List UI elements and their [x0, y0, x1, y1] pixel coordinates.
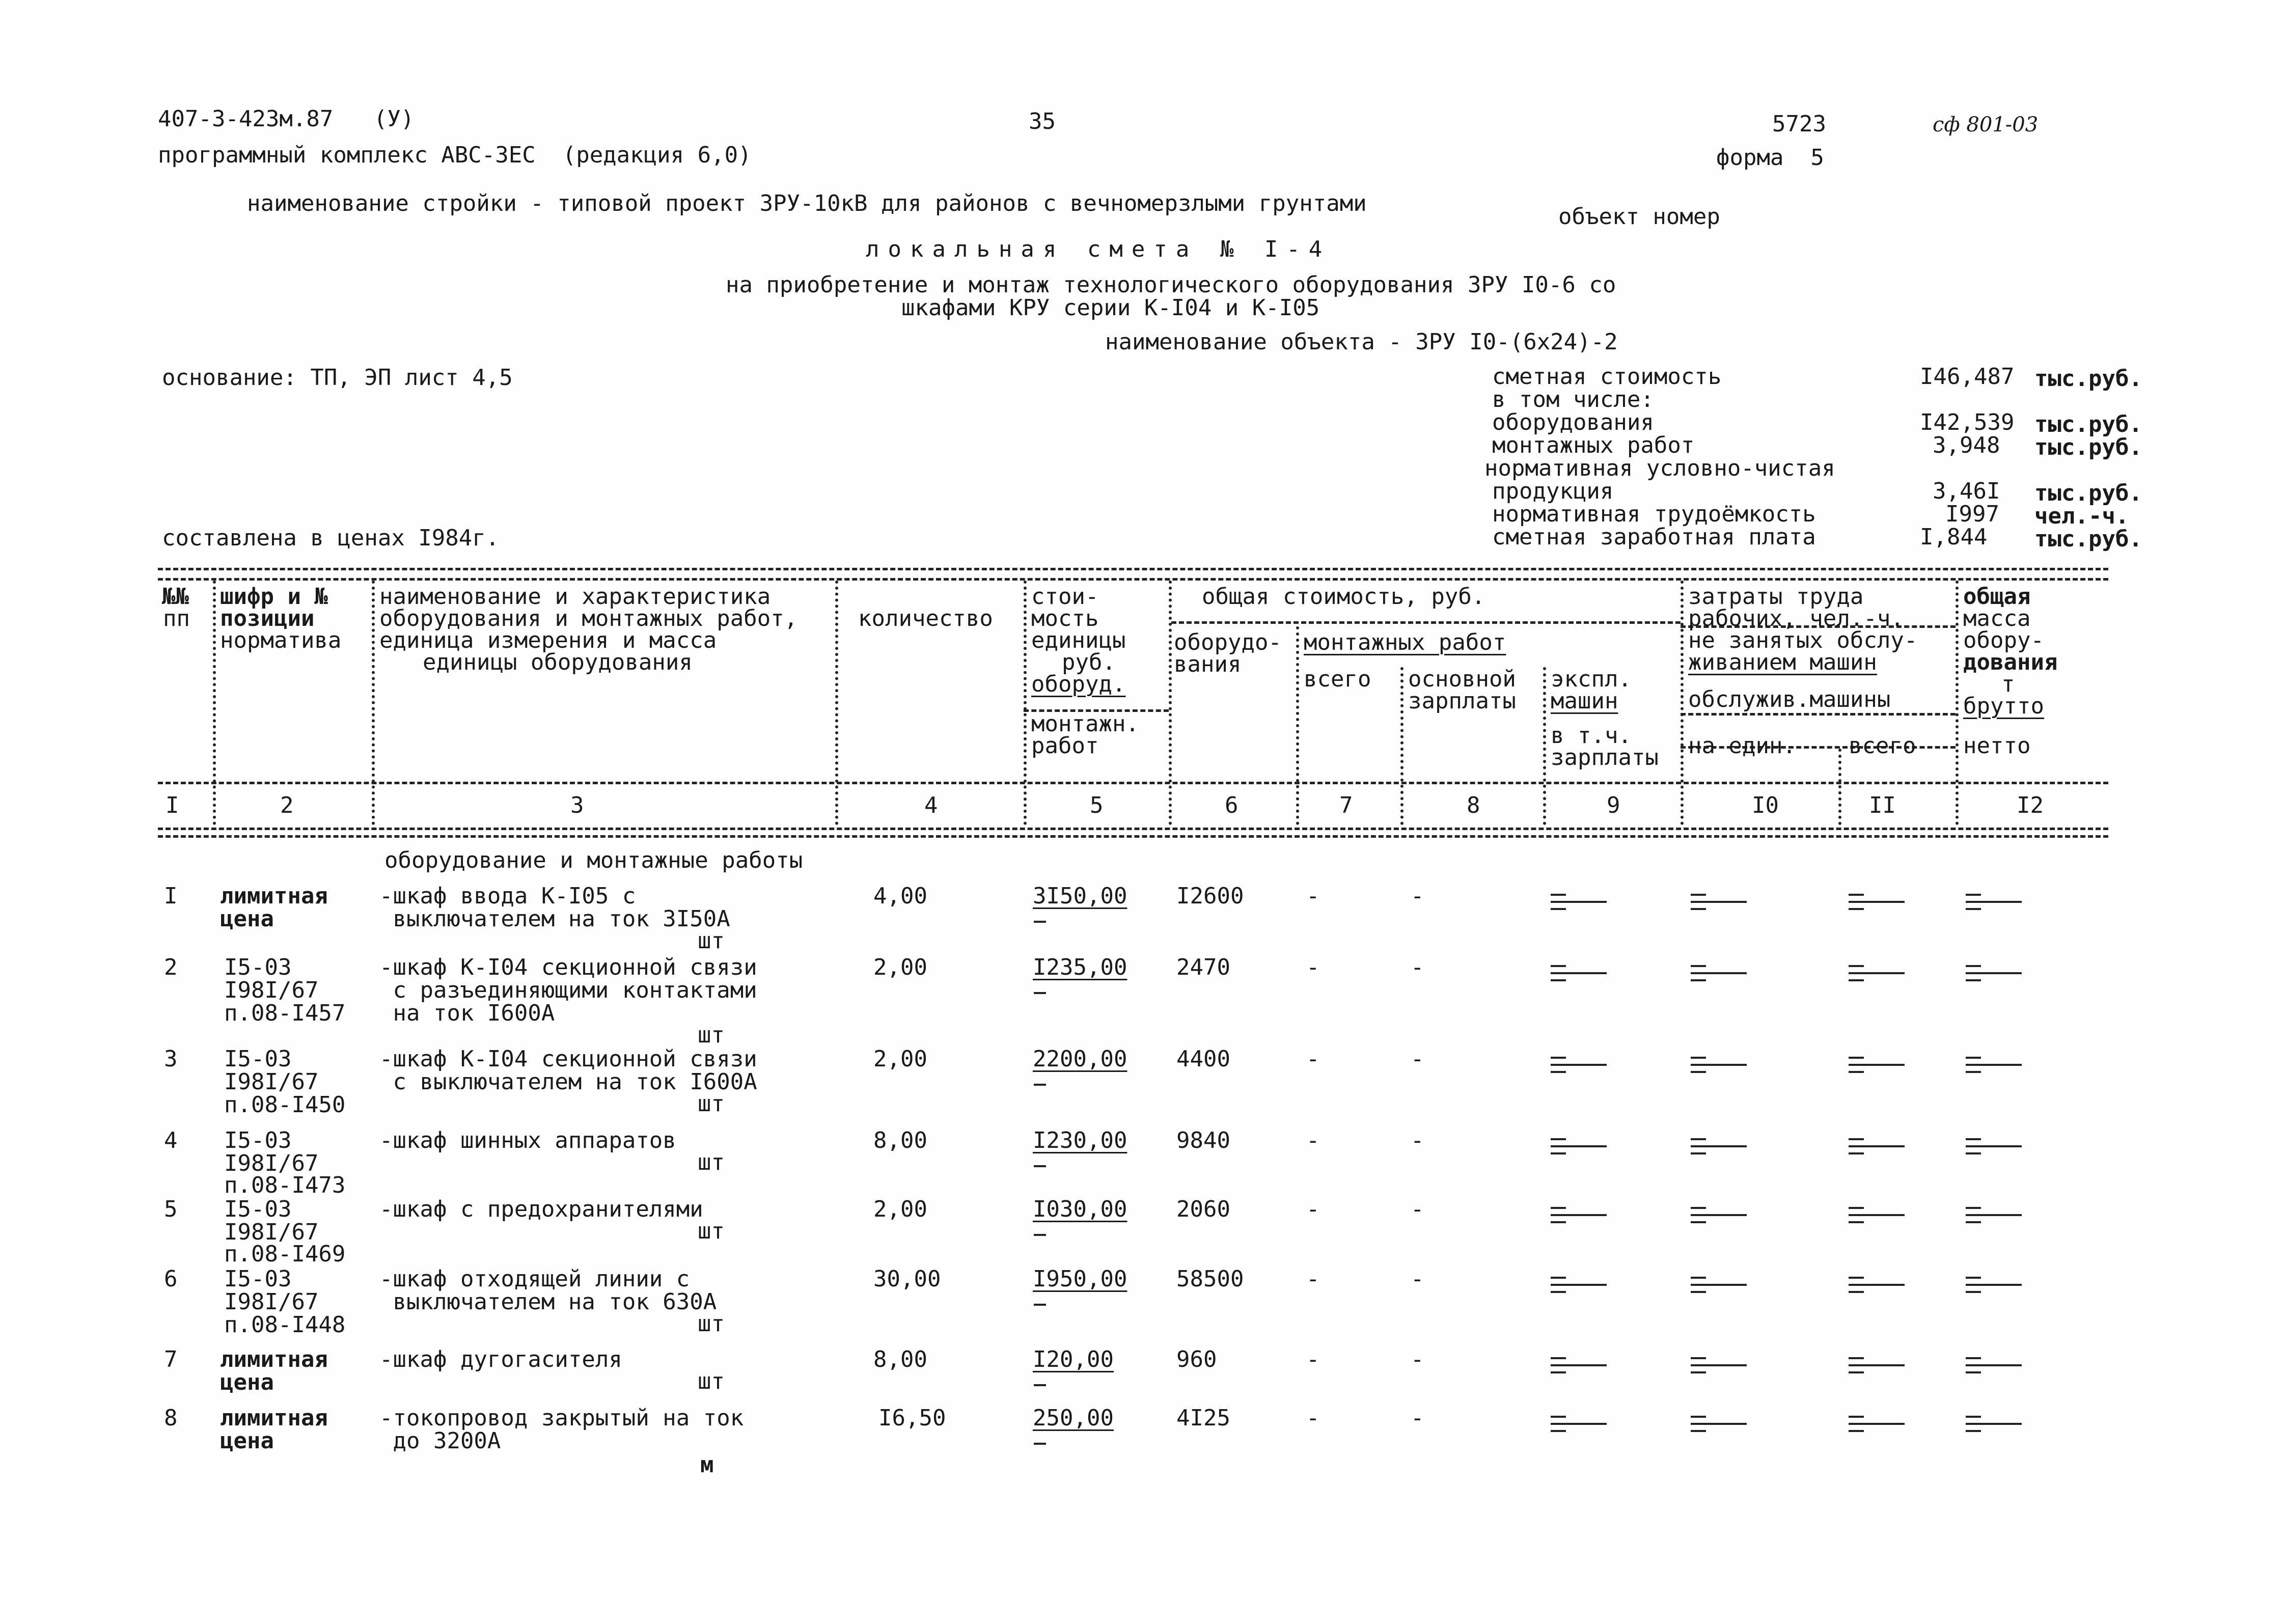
document-code: 407-3-423м.87 (У): [158, 106, 415, 132]
summary-label: сметная стоимость: [1492, 364, 1722, 390]
col-unitcost-header: оборуд.: [1031, 671, 1126, 697]
col-name-header: единицы оборудования: [423, 649, 693, 675]
column-separator: [372, 581, 375, 825]
empty-value-mark: [1966, 1277, 2022, 1298]
col-equipment-header: вания: [1174, 651, 1242, 677]
empty-value-mark: [1551, 1357, 1607, 1379]
install-cost-dash: [1034, 921, 1046, 923]
summary-label: в том числе:: [1492, 387, 1654, 412]
col-wages-header: зарплаты: [1408, 688, 1516, 714]
estimate-title: локальная смета № I-4: [866, 236, 1331, 262]
empty-value-mark: [1966, 1207, 2022, 1228]
empty-value-mark: [1849, 1138, 1905, 1160]
empty-value-mark: [1966, 1138, 2022, 1160]
item-unit: шт: [698, 1218, 725, 1244]
unit-cost: I030,00: [1033, 1196, 1127, 1222]
item-unit: шт: [698, 1311, 725, 1337]
quantity: 8,00: [873, 1127, 927, 1153]
item-unit: шт: [698, 1022, 725, 1048]
norm-code: I5-03: [224, 954, 292, 980]
object-name: наименование объекта - ЗРУ I0-(6х24)-2: [1105, 329, 1618, 355]
column-number: 6: [1225, 792, 1238, 818]
column-number: 7: [1339, 792, 1353, 818]
col-unitcost-header: единицы: [1031, 627, 1126, 653]
equipment-cost: 58500: [1176, 1266, 1244, 1292]
norm-code: лимитная: [220, 1346, 328, 1372]
row-number: 8: [164, 1405, 178, 1431]
empty-value-mark: [1966, 965, 2022, 986]
unit-cost: 3I50,00: [1033, 883, 1127, 909]
unit-cost: 250,00: [1033, 1405, 1114, 1431]
colnum-top-rule: [158, 828, 2108, 830]
col-mass-header: общая: [1963, 584, 2031, 610]
empty-value-mark: [1691, 1138, 1747, 1160]
item-name: с разъединяющими контактами: [379, 977, 757, 1003]
equipment-cost: 2060: [1176, 1196, 1230, 1222]
col-code-header: позиции: [220, 605, 315, 631]
empty-value-mark: [1849, 1416, 1905, 1437]
norm-code: I5-03: [224, 1196, 292, 1222]
empty-value-mark: [1551, 894, 1607, 915]
install-cost-dash: [1034, 992, 1046, 994]
install-cost-dash: [1034, 1443, 1046, 1445]
col-name-header: единица измерения и масса: [379, 627, 717, 653]
item-name: -шкаф ввода К-I05 с: [379, 883, 636, 909]
column-number: II: [1869, 792, 1896, 818]
summary-label: сметная заработная плата: [1492, 524, 1816, 550]
total-cost-header: общая стоимость, руб.: [1202, 584, 1485, 610]
empty-value-mark: [1551, 1416, 1607, 1437]
col-install-total-header: всего: [1304, 666, 1371, 692]
col-mass-gross-header: брутто: [1963, 693, 2044, 719]
norm-code: I98I/67: [224, 1219, 319, 1245]
quantity: 30,00: [873, 1266, 941, 1292]
summary-unit: тыс.руб.: [2034, 366, 2142, 392]
norm-code: цена: [220, 906, 274, 932]
construction-name: наименование стройки - типовой проект ЗРУ-10кВ для районов с вечномерзлыми грунтами: [247, 190, 1367, 216]
norm-code: лимитная: [220, 883, 328, 909]
labor-header: рабочих, чел.-ч.: [1688, 605, 1904, 631]
item-name: выключателем на ток 630А: [379, 1289, 717, 1315]
equipment-cost: 9840: [1176, 1127, 1230, 1153]
install-total: -: [1306, 1046, 1320, 1072]
empty-value-mark: [1849, 1057, 1905, 1078]
column-separator: [1681, 581, 1684, 825]
norm-code: I5-03: [224, 1046, 292, 1072]
col-name-header: оборудования и монтажных работ,: [379, 605, 798, 631]
install-cost-dash: [1034, 1165, 1046, 1167]
norm-code: I98I/67: [224, 1069, 319, 1095]
empty-value-mark: [1849, 1277, 1905, 1298]
item-unit: шт: [698, 1091, 725, 1117]
empty-value-mark: [1849, 894, 1905, 915]
norm-code: п.08-I448: [224, 1312, 346, 1338]
item-name: -шкаф дугогасителя: [379, 1346, 622, 1372]
equipment-cost: 960: [1176, 1346, 1217, 1372]
install-cost-dash: [1034, 1304, 1046, 1306]
price-level: составлена в ценах I984г.: [162, 525, 500, 551]
summary-unit: тыс.руб.: [2034, 411, 2142, 437]
table-top-rule: [158, 578, 2108, 581]
summary-value: 3,46I: [1933, 478, 2000, 504]
norm-code: I5-03: [224, 1266, 292, 1292]
empty-value-mark: [1551, 1138, 1607, 1160]
summary-unit: тыс.руб.: [2034, 434, 2142, 460]
empty-value-mark: [1966, 1416, 2022, 1437]
norm-code: п.08-I469: [224, 1241, 346, 1267]
install-total: -: [1306, 1405, 1320, 1431]
install-wages: -: [1411, 954, 1424, 980]
quantity: I6,50: [878, 1405, 946, 1431]
empty-value-mark: [1966, 1057, 2022, 1078]
item-name: на ток I600А: [379, 1000, 555, 1026]
col-unitcost-install-header: монтажн.: [1031, 711, 1139, 737]
item-name: -шкаф шинных аппаратов: [379, 1127, 676, 1153]
column-number: I: [166, 792, 179, 818]
col-machine-wages-header: в т.ч.: [1551, 723, 1632, 749]
column-separator: [1838, 749, 1841, 825]
item-name: до 3200А: [379, 1428, 501, 1454]
quantity: 2,00: [873, 954, 927, 980]
empty-value-mark: [1849, 1207, 1905, 1228]
row-number: 7: [164, 1346, 178, 1372]
install-cost-dash: [1034, 1084, 1046, 1086]
unit-cost: I235,00: [1033, 954, 1127, 980]
col-unitcost-header: мость: [1031, 605, 1099, 631]
column-number: 2: [280, 792, 294, 818]
summary-label: нормативная условно-чистая: [1484, 455, 1835, 481]
item-name: выключателем на ток 3I50А: [379, 906, 730, 932]
column-number: I2: [2017, 792, 2044, 818]
quantity: 4,00: [873, 883, 927, 909]
item-name: -шкаф К-I04 секционной связи: [379, 954, 757, 980]
install-wages: -: [1411, 1405, 1424, 1431]
summary-value: 3,948: [1933, 432, 2000, 458]
norm-code: I5-03: [224, 1127, 292, 1153]
col-code-header: шифр и №: [220, 584, 328, 610]
object-number: объект номер: [1558, 204, 1720, 230]
item-name: -шкаф с предохранителями: [379, 1196, 703, 1222]
sheet-number: 5723: [1772, 111, 1826, 137]
item-name: с выключателем на ток I600А: [379, 1069, 757, 1095]
install-wages: -: [1411, 1266, 1424, 1292]
install-total: -: [1306, 954, 1320, 980]
quantity: 8,00: [873, 1346, 927, 1372]
equipment-cost: 4400: [1176, 1046, 1230, 1072]
item-unit: шт: [698, 1149, 725, 1175]
item-name: -токопровод закрытый на ток: [379, 1405, 744, 1431]
col-machines-header: экспл.: [1551, 666, 1632, 692]
software-name: программный комплекс АВС-ЗЕС (редакция 6,0): [158, 142, 752, 168]
col-unitcost-header: стои-: [1031, 584, 1099, 610]
empty-value-mark: [1551, 1057, 1607, 1078]
column-separator: [1296, 626, 1299, 825]
form-number: форма 5: [1716, 145, 1824, 171]
norm-code: п.08-I450: [224, 1092, 346, 1118]
summary-value: I997: [1945, 501, 1999, 527]
column-separator: [1543, 667, 1546, 825]
column-separator: [835, 581, 838, 825]
empty-value-mark: [1691, 1207, 1747, 1228]
install-wages: -: [1411, 1196, 1424, 1222]
col-num-header: пп: [163, 605, 190, 631]
empty-value-mark: [1691, 1357, 1747, 1379]
norm-code: I98I/67: [224, 1150, 319, 1176]
quantity: 2,00: [873, 1196, 927, 1222]
labor-header: живанием машин: [1688, 649, 1877, 675]
colnum-bottom-rule: [158, 835, 2108, 838]
empty-value-mark: [1966, 894, 2022, 915]
row-number: 4: [164, 1127, 178, 1153]
summary-value: I46,487: [1920, 364, 2015, 390]
installation-header: монтажных работ: [1304, 629, 1506, 655]
unit-cost: I230,00: [1033, 1127, 1127, 1153]
labor-header: не занятых обслу-: [1688, 627, 1918, 653]
install-cost-dash: [1034, 1384, 1046, 1386]
column-separator: [1400, 667, 1403, 825]
item-name: -шкаф К-I04 секционной связи: [379, 1046, 757, 1072]
col-mass-header: т: [2001, 671, 2015, 697]
norm-code: I98I/67: [224, 977, 319, 1003]
col-mass-header: обору-: [1963, 627, 2044, 653]
estimate-purpose-line2: шкафами КРУ серии К-I04 и К-I05: [901, 295, 1320, 321]
col-labor-total-header: всего: [1849, 733, 1916, 759]
norm-code: п.08-I473: [224, 1172, 346, 1198]
install-cost-dash: [1034, 1234, 1046, 1236]
summary-label: оборудования: [1492, 409, 1654, 435]
table-top-rule: [158, 568, 2108, 570]
basis: основание: ТП, ЭП лист 4,5: [162, 365, 513, 391]
column-separator: [213, 581, 216, 825]
install-wages: -: [1411, 1046, 1424, 1072]
col-wages-header: основной: [1408, 666, 1516, 692]
install-total: -: [1306, 1196, 1320, 1222]
summary-label: нормативная трудоёмкость: [1492, 501, 1816, 527]
col-labor-unit-header: на един.: [1688, 733, 1796, 759]
estimate-purpose-line1: на приобретение и монтаж технологического оборудования ЗРУ I0-6 со: [726, 272, 1616, 298]
labor-header: затраты труда: [1688, 584, 1864, 610]
col-name-header: наименование и характеристика: [379, 584, 771, 610]
unit-cost: I950,00: [1033, 1266, 1127, 1292]
column-separator: [1956, 581, 1959, 825]
column-separator: [1024, 581, 1027, 825]
handwritten-stamp: сф 801-03: [1933, 113, 2039, 136]
equipment-cost: 2470: [1176, 954, 1230, 980]
column-number: 8: [1467, 792, 1480, 818]
summary-label: продукция: [1492, 478, 1614, 504]
install-total: -: [1306, 1127, 1320, 1153]
unit-cost: I20,00: [1033, 1346, 1114, 1372]
col-mass-header: дования: [1963, 649, 2058, 675]
empty-value-mark: [1551, 965, 1607, 986]
unit-cost: 2200,00: [1033, 1046, 1127, 1072]
empty-value-mark: [1691, 1057, 1747, 1078]
empty-value-mark: [1551, 1207, 1607, 1228]
column-number: 4: [924, 792, 938, 818]
column-number: I0: [1752, 792, 1779, 818]
equipment-cost: 4I25: [1176, 1405, 1230, 1431]
item-unit: шт: [698, 928, 725, 954]
quantity: 2,00: [873, 1046, 927, 1072]
empty-value-mark: [1849, 965, 1905, 986]
equipment-cost: I2600: [1176, 883, 1244, 909]
column-number: 9: [1607, 792, 1620, 818]
column-separator: [1169, 581, 1172, 825]
row-number: 2: [164, 954, 178, 980]
row-number: I: [164, 883, 178, 909]
row-number: 3: [164, 1046, 178, 1072]
summary-value: I42,539: [1920, 409, 2015, 435]
subheader-rule: [1681, 713, 1956, 715]
col-unitcost-install-header: работ: [1031, 733, 1099, 759]
summary-value: I,844: [1920, 524, 1988, 550]
empty-value-mark: [1551, 1277, 1607, 1298]
item-unit: м: [700, 1452, 714, 1478]
col-mass-header: масса: [1963, 605, 2031, 631]
install-wages: -: [1411, 1127, 1424, 1153]
install-wages: -: [1411, 1346, 1424, 1372]
empty-value-mark: [1691, 965, 1747, 986]
labor-machines-header: обслужив.машины: [1688, 686, 1891, 712]
empty-value-mark: [1966, 1357, 2022, 1379]
row-number: 5: [164, 1196, 178, 1222]
header-bottom-rule: [158, 782, 2108, 784]
column-number: 3: [570, 792, 584, 818]
norm-code: лимитная: [220, 1405, 328, 1431]
install-wages: -: [1411, 883, 1424, 909]
col-machine-wages-header: зарплаты: [1551, 745, 1659, 770]
empty-value-mark: [1691, 894, 1747, 915]
install-total: -: [1306, 1266, 1320, 1292]
col-num-header: №№: [162, 584, 189, 610]
empty-value-mark: [1849, 1357, 1905, 1379]
column-number: 5: [1090, 792, 1104, 818]
col-mass-net-header: нетто: [1963, 733, 2031, 759]
summary-label: монтажных работ: [1492, 432, 1695, 458]
summary-unit: тыс.руб.: [2034, 526, 2142, 552]
summary-unit: чел.-ч.: [2034, 503, 2129, 529]
norm-code: I98I/67: [224, 1289, 319, 1315]
item-name: -шкаф отходящей линии с: [379, 1266, 690, 1292]
norm-code: цена: [220, 1428, 274, 1454]
subheader-rule: [1171, 621, 1681, 624]
col-equipment-header: оборудо-: [1174, 629, 1282, 655]
section-title: оборудование и монтажные работы: [384, 847, 803, 873]
norm-code: п.08-I457: [224, 1000, 346, 1026]
install-total: -: [1306, 883, 1320, 909]
empty-value-mark: [1691, 1277, 1747, 1298]
col-qty-header: количество: [858, 605, 993, 631]
norm-code: цена: [220, 1369, 274, 1395]
install-total: -: [1306, 1346, 1320, 1372]
item-unit: шт: [698, 1368, 725, 1394]
page-number: 35: [1029, 108, 1056, 134]
col-machines-header: машин: [1551, 688, 1618, 714]
col-code-header: норматива: [220, 627, 342, 653]
col-unitcost-header: руб.: [1062, 649, 1116, 675]
empty-value-mark: [1691, 1416, 1747, 1437]
row-number: 6: [164, 1266, 178, 1292]
summary-unit: тыс.руб.: [2034, 480, 2142, 506]
